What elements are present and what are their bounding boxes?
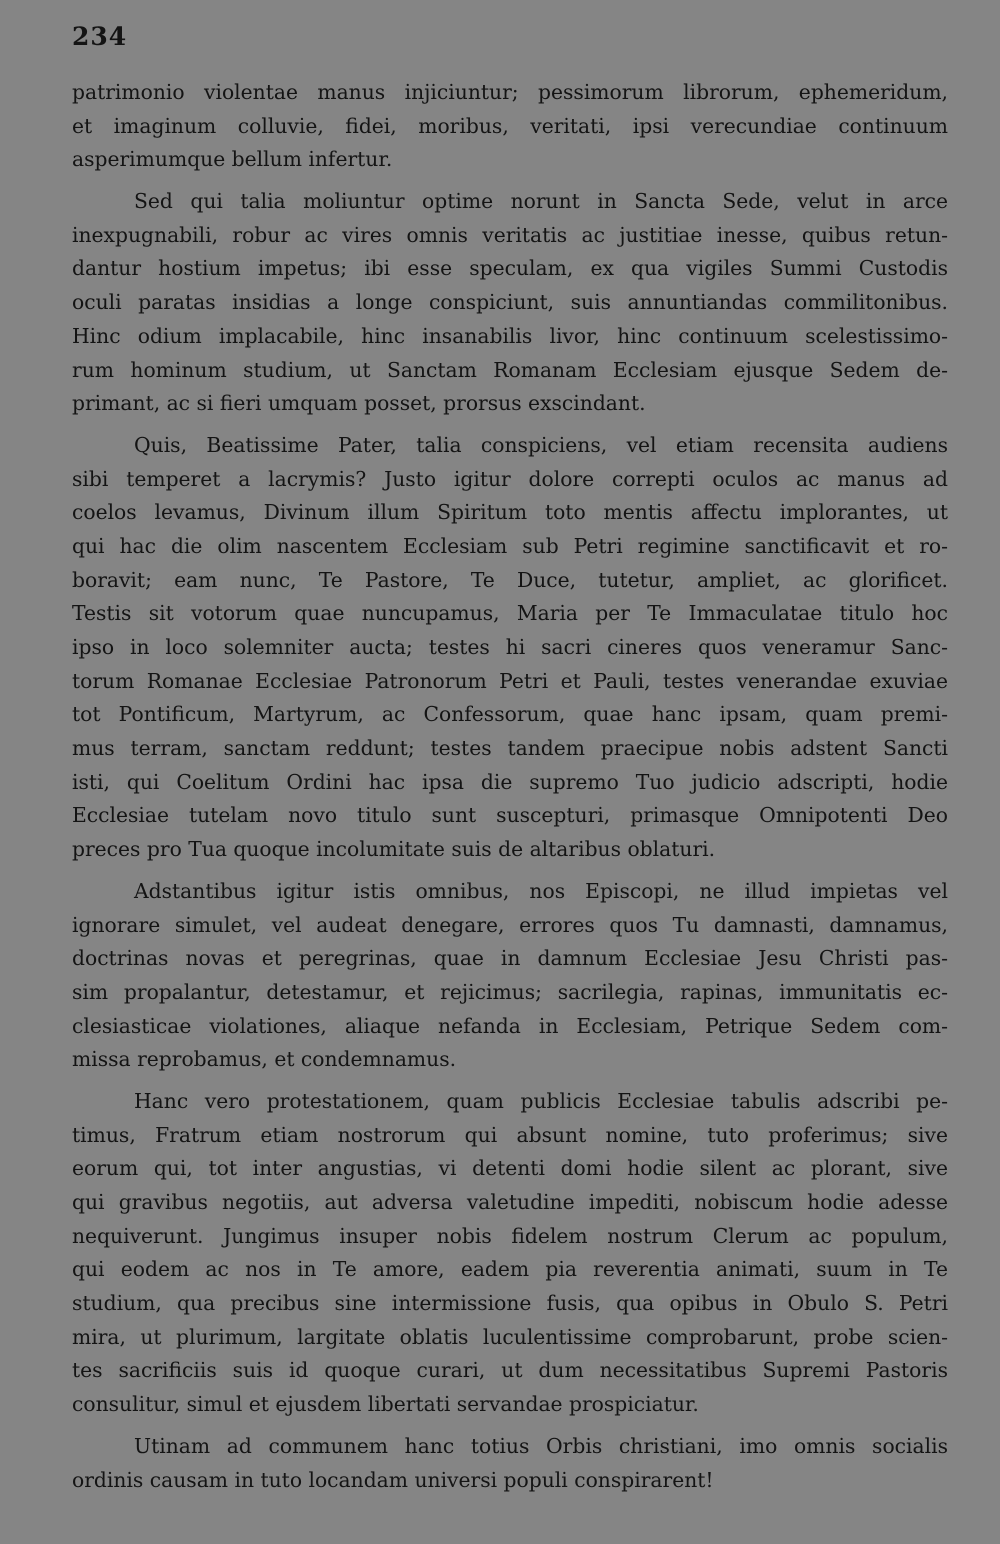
page-number: 234 [72, 22, 128, 51]
text-line: mira, ut plurimum, largitate oblatis luculentissime comprobarunt, probe scien- [72, 1324, 948, 1349]
text-line: missa reprobamus, et condemnamus. [72, 1047, 457, 1072]
text-line: timus, Fratrum etiam nostrorum qui absunt nomine, tuto proferimus; sive [72, 1122, 948, 1147]
text-line: tot Pontificum, Martyrum, ac Confessorum, quae hanc ipsam, quam premi- [72, 702, 948, 727]
text-line: sibi temperet a lacrymis? Justo igitur dolore correpti oculos ac manus ad [72, 466, 948, 491]
paragraph [72, 1085, 948, 1422]
text-line: rum hominum studium, ut Sanctam Romanam Ecclesiam ejusque Sedem de- [72, 357, 948, 382]
text-line: eorum qui, tot inter angustias, vi detenti domi hodie silent ac plorant, sive [72, 1156, 948, 1181]
text-line: qui eodem ac nos in Te amore, eadem pia reverentia animati, suum in Te [72, 1257, 948, 1282]
text-line: doctrinas novas et peregrinas, quae in damnum Ecclesiae Jesu Christi pas- [72, 946, 948, 971]
text-line: ordinis causam in tuto locandam universi populi conspirarent! [72, 1467, 714, 1492]
text-line: Hanc vero protestationem, quam publicis Ecclesiae tabulis adscribi pe- [134, 1088, 948, 1113]
text-line: primant, ac si fieri umquam posset, prorsus exscindant. [72, 391, 646, 416]
text-line: Utinam ad communem hanc totius Orbis christiani, imo omnis socialis [134, 1433, 948, 1458]
text-line: Quis, Beatissime Pater, talia conspiciens, vel etiam recensita audiens [134, 432, 948, 457]
text-line: consulitur, simul et ejusdem libertati servandae prospiciatur. [72, 1392, 699, 1417]
text-line: ignorare simulet, vel audeat denegare, errores quos Tu damnasti, damnamus, [72, 912, 948, 937]
text-line: qui hac die olim nascentem Ecclesiam sub Petri regimine sanctificavit et ro- [72, 533, 948, 558]
text-line: oculi paratas insidias a longe conspiciunt, suis annuntiandas commilitonibus. [72, 290, 948, 315]
text-line: isti, qui Coelitum Ordini hac ipsa die supremo Tuo judicio adscripti, hodie [72, 769, 948, 794]
text-line: studium, qua precibus sine intermissione fusis, qua opibus in Obulo S. Petri [72, 1291, 948, 1316]
text-line: asperimumque bellum infertur. [72, 147, 393, 172]
paragraph [72, 76, 948, 177]
text-line: Adstantibus igitur istis omnibus, nos Episcopi, ne illud impietas vel [134, 878, 948, 903]
paragraph [72, 185, 948, 421]
text-line: et imaginum colluvie, fidei, moribus, veritati, ipsi verecundiae continuum [72, 113, 948, 138]
paragraph [72, 875, 948, 1077]
text-line: coelos levamus, Divinum illum Spiritum toto mentis affectu implorantes, ut [72, 500, 948, 525]
text-line: tes sacrificiis suis id quoque curari, ut dum necessitatibus Supremi Pastoris [72, 1358, 948, 1383]
text-line: nequiverunt. Jungimus insuper nobis fidelem nostrum Clerum ac populum, [72, 1223, 948, 1248]
text-line: ipso in loco solemniter aucta; testes hi sacri cineres quos veneramur Sanc- [72, 635, 948, 659]
document-body [72, 76, 948, 1505]
text-line: boravit; eam nunc, Te Pastore, Te Duce, tutetur, ampliet, ac glorificet. [72, 567, 948, 592]
text-line: clesiasticae violationes, aliaque nefanda in Ecclesiam, Petrique Sedem com- [72, 1013, 948, 1038]
text-line: dantur hostium impetus; ibi esse speculam, ex qua vigiles Summi Custodis [72, 256, 948, 281]
text-line: Testis sit votorum quae nuncupamus, Maria per Te Immaculatae titulo hoc [72, 601, 948, 626]
text-line: preces pro Tua quoque incolumitate suis de altaribus oblaturi. [72, 837, 716, 862]
text-line: torum Romanae Ecclesiae Patronorum Petri et Pauli, testes venerandae exuviae [72, 668, 948, 693]
text-line: patrimonio violentae manus injiciuntur; pessimorum librorum, ephemeridum, [72, 80, 948, 104]
text-line: Ecclesiae tutelam novo titulo sunt suscepturi, primasque Omnipotenti Deo [72, 803, 948, 828]
text-line: sim propalantur, detestamur, et rejicimus; sacrilegia, rapinas, immunitatis ec- [72, 979, 948, 1004]
paragraph [72, 429, 948, 867]
text-line: Hinc odium implacabile, hinc insanabilis livor, hinc continuum scelestissimo- [72, 323, 948, 348]
text-line: mus terram, sanctam reddunt; testes tandem praecipue nobis adstent Sancti [72, 736, 948, 761]
text-line: Sed qui talia moliuntur optime norunt in Sancta Sede, velut in arce [134, 189, 948, 214]
text-line: inexpugnabili, robur ac vires omnis veritatis ac justitiae inesse, quibus retun- [72, 222, 948, 247]
paragraph [72, 1430, 948, 1497]
text-line: qui gravibus negotiis, aut adversa valetudine impediti, nobiscum hodie adesse [72, 1190, 948, 1214]
